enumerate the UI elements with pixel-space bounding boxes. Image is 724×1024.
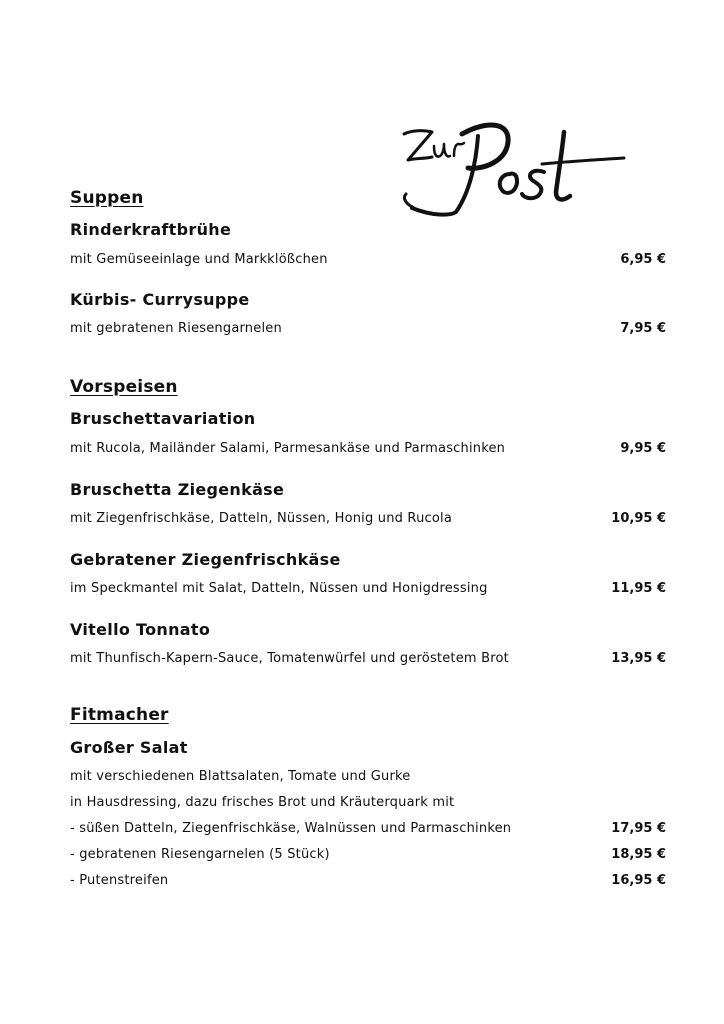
- dish-option-price: 16,95 €: [611, 873, 666, 888]
- dish-description: mit Rucola, Mailänder Salami, Parmesankäse und Parmaschinken: [70, 441, 506, 456]
- dish-option-price: 18,95 €: [611, 847, 666, 862]
- dish-price: 13,95 €: [611, 651, 666, 666]
- dish-description: in Hausdressing, dazu frisches Brot und Kräuterquark mit: [70, 795, 455, 810]
- dish-price: 10,95 €: [611, 511, 666, 526]
- dish-name: Kürbis- Currysuppe: [70, 290, 250, 309]
- dish-price: 9,95 €: [620, 441, 666, 456]
- section-title-vorspeisen: Vorspeisen: [70, 377, 178, 397]
- dish-name: Bruschettavariation: [70, 409, 256, 428]
- dish-description: mit verschiedenen Blattsalaten, Tomate und Gurke: [70, 769, 411, 784]
- dish-option-label: - süßen Datteln, Ziegenfrischkäse, Walnüssen und Parmaschinken: [70, 821, 512, 836]
- dish-description: im Speckmantel mit Salat, Datteln, Nüssen und Honigdressing: [70, 581, 488, 596]
- dish-option-price: 17,95 €: [611, 821, 666, 836]
- dish-option-label: - Putenstreifen: [70, 873, 169, 888]
- dish-description: mit Ziegenfrischkäse, Datteln, Nüssen, Honig und Rucola: [70, 511, 452, 526]
- dish-name: Gebratener Ziegenfrischkäse: [70, 550, 341, 569]
- restaurant-logo: [392, 112, 632, 222]
- dish-description: mit Thunfisch-Kapern-Sauce, Tomatenwürfel und geröstetem Brot: [70, 651, 509, 666]
- dish-name: Bruschetta Ziegenkäse: [70, 480, 285, 499]
- dish-price: 6,95 €: [620, 252, 666, 267]
- logo-script-graphic: [392, 112, 632, 222]
- dish-price: 7,95 €: [620, 321, 666, 336]
- dish-description: mit Gemüseeinlage und Markklößchen: [70, 252, 328, 267]
- section-title-suppen: Suppen: [70, 188, 144, 208]
- dish-price: 11,95 €: [611, 581, 666, 596]
- dish-name: Großer Salat: [70, 738, 188, 757]
- dish-option-label: - gebratenen Riesengarnelen (5 Stück): [70, 847, 330, 862]
- dish-name: Vitello Tonnato: [70, 620, 211, 639]
- section-title-fitmacher: Fitmacher: [70, 705, 169, 725]
- dish-description: mit gebratenen Riesengarnelen: [70, 321, 282, 336]
- dish-name: Rinderkraftbrühe: [70, 220, 232, 239]
